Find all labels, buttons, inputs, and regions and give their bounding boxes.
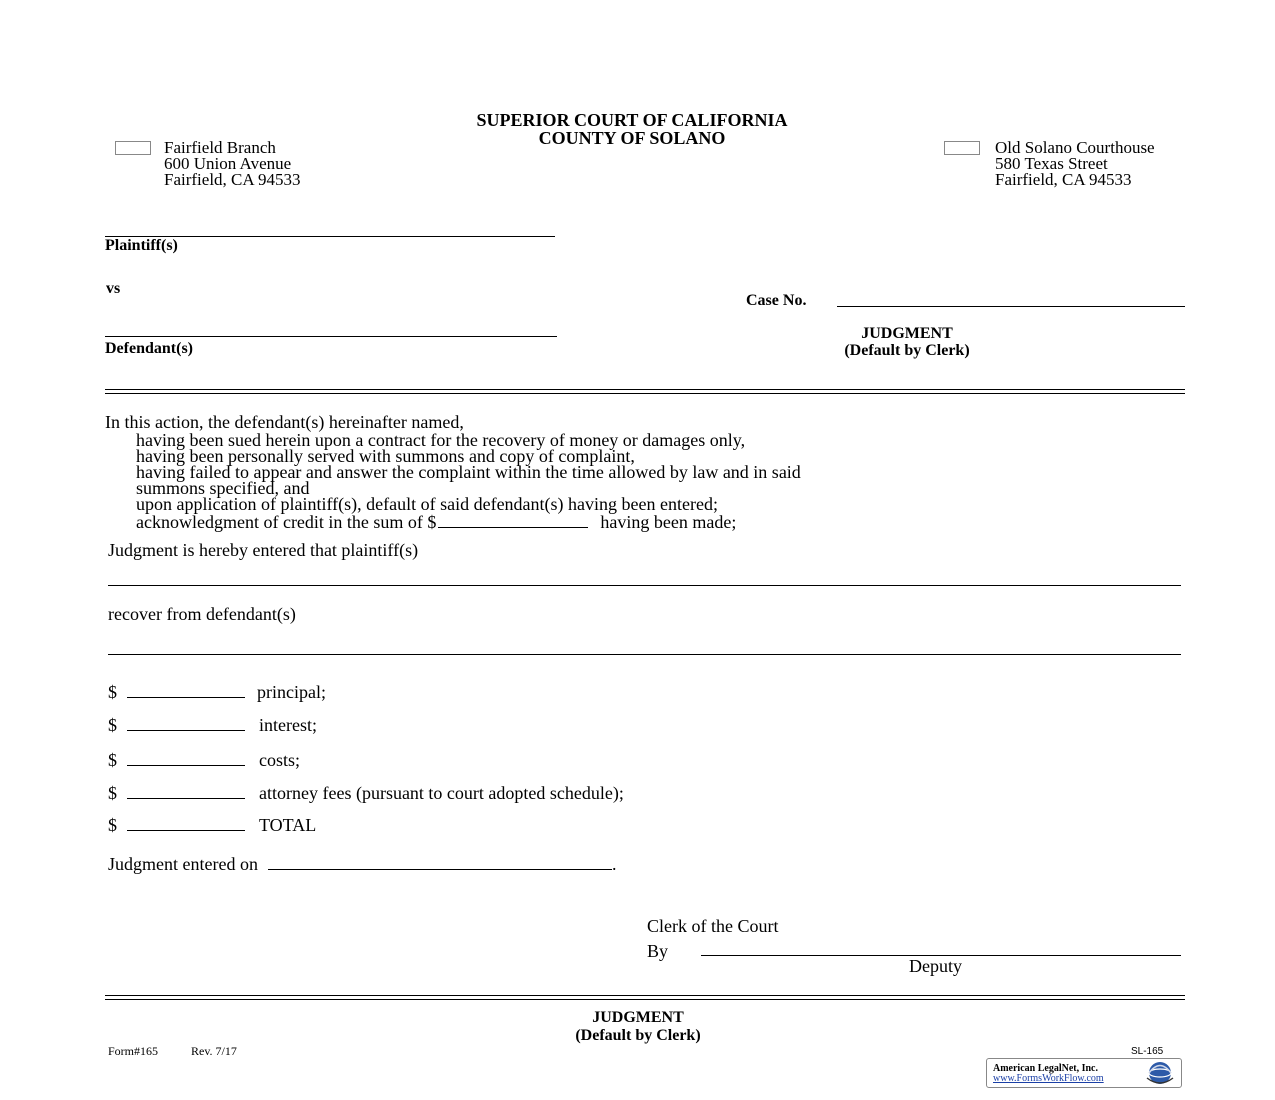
defendant-label: Defendant(s)	[105, 340, 193, 357]
amount-row-principal	[108, 682, 326, 701]
form-code: SL-165	[1131, 1046, 1164, 1057]
ack-amount-field[interactable]	[438, 512, 588, 528]
principal-label: principal;	[257, 682, 326, 702]
dollar-sign: $	[108, 750, 117, 770]
item-sued: having been sued herein upon a contract for the recovery of money or damages only,	[136, 430, 746, 450]
total-field[interactable]	[127, 815, 245, 831]
ack-prefix: acknowledgment of credit in the sum of $	[136, 512, 437, 532]
publisher-name: American LegalNet, Inc.	[993, 1063, 1098, 1074]
principal-field[interactable]	[127, 682, 245, 698]
by-label: By	[647, 941, 669, 961]
attorney-fees-field[interactable]	[127, 783, 245, 799]
dollar-sign: $	[108, 682, 117, 702]
attorney-fees-label: attorney fees (pursuant to court adopted schedule);	[259, 783, 624, 803]
item-summons: summons specified, and	[136, 478, 310, 498]
form-number: Form#165	[108, 1044, 159, 1058]
case-no-label: Case No.	[746, 292, 807, 309]
section-divider	[105, 389, 1185, 394]
dollar-sign: $	[108, 783, 117, 803]
plaintiff-name-line[interactable]	[108, 585, 1181, 586]
amount-row-total	[108, 815, 316, 834]
county-name: COUNTY OF SOLANO	[538, 128, 726, 148]
item-served: having been personally served with summons and copy of complaint,	[136, 446, 635, 466]
footer-subtitle: (Default by Clerk)	[575, 1027, 701, 1044]
court-name: SUPERIOR COURT OF CALIFORNIA	[476, 110, 788, 130]
amount-row-interest	[108, 715, 317, 734]
left-branch-name: Fairfield Branch	[164, 138, 276, 157]
dollar-sign: $	[108, 815, 117, 835]
globe-icon	[1143, 1060, 1177, 1086]
dollar-sign: $	[108, 715, 117, 735]
plaintiff-label: Plaintiff(s)	[105, 237, 178, 254]
vs-label: vs	[106, 280, 121, 297]
costs-field[interactable]	[127, 750, 245, 766]
total-label: TOTAL	[259, 815, 317, 835]
interest-field[interactable]	[127, 715, 245, 731]
judgment-date-field[interactable]	[268, 854, 612, 870]
footer-divider	[105, 995, 1185, 1000]
recover-text: recover from defendant(s)	[108, 604, 296, 624]
footer-title: JUDGMENT	[592, 1009, 684, 1026]
old-solano-courthouse-checkbox[interactable]	[944, 141, 980, 155]
form-revision: Rev. 7/17	[191, 1044, 237, 1058]
deputy-label: Deputy	[909, 956, 962, 976]
form-title: JUDGMENT	[861, 325, 953, 342]
ack-suffix: having been made;	[600, 512, 737, 532]
fairfield-branch-checkbox[interactable]	[115, 141, 151, 155]
case-no-line[interactable]	[837, 306, 1185, 307]
publisher-url[interactable]: www.FormsWorkFlow.com	[993, 1073, 1104, 1084]
item-acknowledgment	[136, 512, 736, 531]
item-failed: having failed to appear and answer the complaint within the time allowed by law and in said	[136, 462, 801, 482]
amount-row-attorney-fees	[108, 783, 624, 802]
interest-label: interest;	[259, 715, 317, 735]
form-subtitle: (Default by Clerk)	[844, 342, 970, 359]
left-branch-street: 600 Union Avenue	[164, 154, 292, 173]
american-legalnet-logo[interactable]	[986, 1058, 1182, 1088]
right-branch-street: 580 Texas Street	[995, 154, 1108, 173]
costs-label: costs;	[259, 750, 301, 770]
judgment-entered-on-label: Judgment entered on	[108, 854, 258, 874]
judgment-date-row	[108, 854, 616, 873]
item-default: upon application of plaintiff(s), default of said defendant(s) having been entered;	[136, 494, 718, 514]
defendant-name-line[interactable]	[108, 654, 1181, 655]
right-branch-name: Old Solano Courthouse	[995, 138, 1155, 157]
left-branch-city: Fairfield, CA 94533	[164, 170, 301, 189]
period: .	[611, 854, 617, 874]
defendant-line[interactable]	[105, 336, 557, 337]
judgment-entered-text: Judgment is hereby entered that plaintiff(s)	[108, 540, 419, 560]
intro-text: In this action, the defendant(s) hereinafter named,	[105, 412, 464, 432]
right-branch-city: Fairfield, CA 94533	[995, 170, 1132, 189]
amount-row-costs	[108, 750, 300, 769]
clerk-label: Clerk of the Court	[647, 916, 779, 936]
